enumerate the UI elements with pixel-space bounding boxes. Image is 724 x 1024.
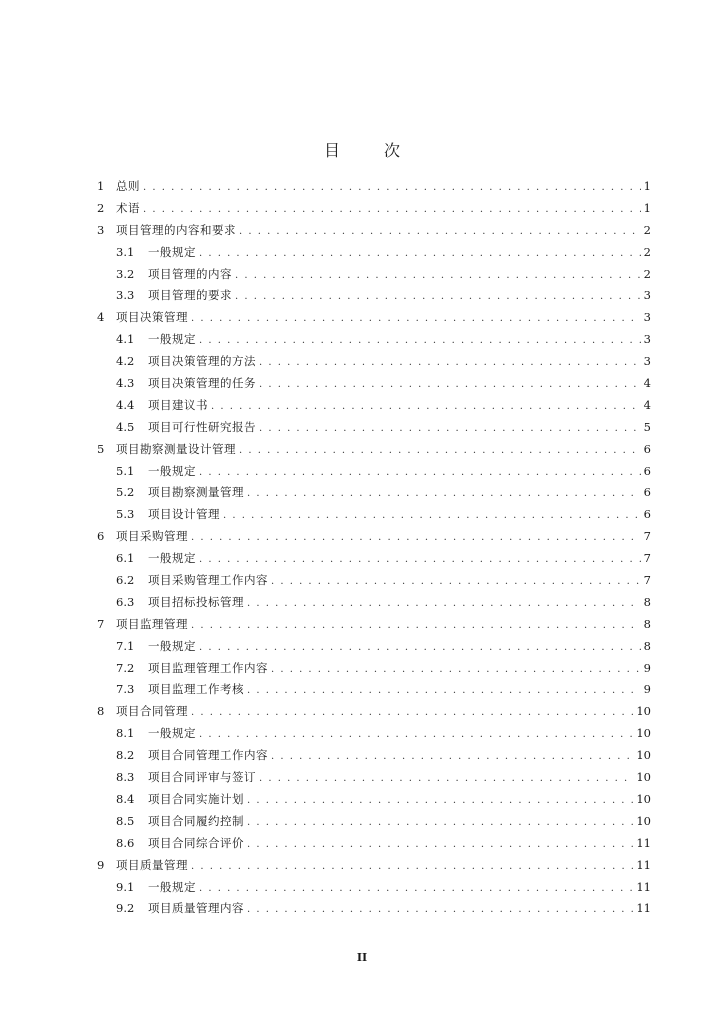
toc-entry-label: 项目勘察测量设计管理 (116, 441, 236, 456)
toc-entry-number: 8.3 (116, 770, 135, 785)
toc-entry-label: 项目合同管理工作内容 (148, 748, 268, 763)
toc-entry-number: 3.1 (116, 244, 135, 259)
toc-entry[interactable] (97, 395, 651, 417)
toc-entry[interactable] (97, 329, 651, 351)
toc-entry[interactable] (97, 679, 651, 701)
toc-dot-leader (247, 834, 633, 856)
toc-entry[interactable] (97, 723, 651, 745)
toc-entry-label: 一般规定 (148, 638, 196, 653)
toc-entry-page: 11 (636, 901, 651, 916)
toc-entry[interactable] (97, 811, 651, 833)
toc-entry[interactable] (97, 176, 651, 198)
toc-entry-number: 8.5 (116, 813, 135, 828)
toc-entry-label: 项目可行性研究报告 (148, 419, 256, 434)
toc-entry[interactable] (97, 636, 651, 658)
toc-entry-page: 1 (643, 200, 651, 215)
toc-entry-page: 8 (643, 594, 651, 609)
toc-dot-leader (191, 856, 633, 878)
toc-entry-label: 项目采购管理工作内容 (148, 573, 268, 588)
toc-entry-number: 8 (97, 704, 105, 719)
toc-dot-leader (259, 768, 633, 790)
toc-entry-page: 9 (643, 682, 651, 697)
toc-dot-leader (223, 505, 641, 527)
toc-entry-page: 11 (636, 835, 651, 850)
toc-entry-label: 项目合同综合评价 (148, 835, 244, 850)
toc-entry-page: 7 (643, 573, 651, 588)
toc-dot-leader (247, 593, 641, 615)
toc-dot-leader (259, 418, 641, 440)
toc-dot-leader (199, 878, 633, 900)
toc-entry-page: 3 (643, 310, 651, 325)
toc-dot-leader (211, 396, 641, 418)
toc-entry-page: 7 (643, 529, 651, 544)
toc-entry-label: 项目管理的内容和要求 (116, 222, 236, 237)
toc-entry-number: 4.5 (116, 419, 135, 434)
toc-entry[interactable] (97, 417, 651, 439)
toc-entry-number: 8.4 (116, 791, 135, 806)
toc-entry-number: 4.4 (116, 397, 135, 412)
toc-entry[interactable] (97, 373, 651, 395)
toc-entry-number: 3 (97, 222, 105, 237)
toc-entry-number: 7.2 (116, 660, 135, 675)
toc-entry-label: 项目建议书 (148, 397, 208, 412)
toc-entry[interactable] (97, 614, 651, 636)
toc-entry-page: 2 (643, 222, 651, 237)
toc-entry-page: 6 (643, 463, 651, 478)
toc-entry-number: 5.3 (116, 507, 135, 522)
toc-entry[interactable] (97, 898, 651, 920)
toc-entry-number: 7 (97, 616, 105, 631)
toc-entry[interactable] (97, 658, 651, 680)
toc-entry-number: 5.2 (116, 485, 135, 500)
toc-dot-leader (235, 265, 641, 287)
toc-entry-page: 10 (636, 726, 651, 741)
toc-entry-page: 4 (643, 376, 651, 391)
toc-entry[interactable] (97, 570, 651, 592)
toc-entry[interactable] (97, 264, 651, 286)
toc-entry-number: 6.3 (116, 594, 135, 609)
toc-entry-label: 项目勘察测量管理 (148, 485, 244, 500)
toc-entry-label: 项目监理工作考核 (148, 682, 244, 697)
toc-entry-page: 1 (643, 179, 651, 193)
toc-entry-label: 项目设计管理 (148, 507, 220, 522)
toc-entry-page: 10 (636, 770, 651, 785)
toc-entry-number: 8.2 (116, 748, 135, 763)
toc-entry-page: 7 (643, 551, 651, 566)
toc-entry[interactable] (97, 482, 651, 504)
toc-entry-number: 4.2 (116, 354, 135, 369)
toc-entry[interactable] (97, 855, 651, 877)
toc-dot-leader (259, 374, 641, 396)
toc-entry-label: 项目合同实施计划 (148, 791, 244, 806)
toc-entry-label: 术语 (116, 200, 140, 215)
toc-dot-leader (239, 440, 641, 462)
toc-entry-page: 10 (636, 791, 651, 806)
toc-entry-page: 3 (643, 288, 651, 303)
page-number: II (356, 951, 368, 964)
toc-entry-page: 6 (643, 441, 651, 456)
toc-entry-number: 4 (97, 310, 105, 325)
toc-dot-leader (271, 571, 641, 593)
toc-entry-label: 项目招标投标管理 (148, 594, 244, 609)
table-of-contents (97, 176, 651, 920)
toc-entry-label: 项目决策管理的方法 (148, 354, 256, 369)
toc-entry[interactable] (97, 351, 651, 373)
toc-entry[interactable] (97, 242, 651, 264)
toc-entry-label: 项目合同履约控制 (148, 813, 244, 828)
toc-entry-page: 4 (643, 397, 651, 412)
toc-dot-leader (199, 724, 633, 746)
toc-entry-label: 一般规定 (148, 879, 196, 894)
toc-entry[interactable] (97, 789, 651, 811)
toc-entry-page: 3 (643, 354, 651, 369)
toc-dot-leader (143, 177, 641, 199)
toc-entry-number: 5.1 (116, 463, 135, 478)
toc-entry-page: 5 (643, 419, 651, 434)
toc-entry[interactable] (97, 307, 651, 329)
toc-entry-page: 9 (643, 660, 651, 675)
toc-dot-leader (199, 462, 641, 484)
toc-entry-number: 6 (97, 529, 105, 544)
toc-entry-label: 项目合同评审与签订 (148, 770, 256, 785)
toc-entry[interactable] (97, 461, 651, 483)
toc-entry-label: 一般规定 (148, 551, 196, 566)
toc-entry-number: 6.1 (116, 551, 135, 566)
toc-dot-leader (199, 243, 641, 265)
toc-entry-number: 3.3 (116, 288, 135, 303)
toc-entry-number: 6.2 (116, 573, 135, 588)
toc-entry[interactable] (97, 877, 651, 899)
toc-entry-label: 一般规定 (148, 244, 196, 259)
toc-dot-leader (271, 659, 641, 681)
toc-entry[interactable] (97, 833, 651, 855)
toc-entry-page: 10 (636, 748, 651, 763)
toc-entry-number: 9.1 (116, 879, 135, 894)
toc-entry-label: 项目质量管理内容 (148, 901, 244, 916)
toc-entry[interactable] (97, 745, 651, 767)
toc-dot-leader (247, 483, 641, 505)
toc-entry-label: 项目管理的内容 (148, 266, 232, 281)
toc-entry-page: 6 (643, 485, 651, 500)
toc-entry-number: 8.1 (116, 726, 135, 741)
toc-entry-number: 8.6 (116, 835, 135, 850)
toc-entry-label: 项目采购管理 (116, 529, 188, 544)
toc-dot-leader (259, 352, 641, 374)
toc-dot-leader (191, 308, 641, 330)
toc-entry-page: 2 (643, 244, 651, 259)
toc-entry-label: 项目监理管理工作内容 (148, 660, 268, 675)
toc-entry-number: 5 (97, 441, 105, 456)
toc-entry-label: 项目监理管理 (116, 616, 188, 631)
toc-entry-label: 一般规定 (148, 726, 196, 741)
toc-entry-label: 总则 (116, 179, 140, 193)
toc-dot-leader (239, 221, 641, 243)
toc-entry-label: 项目管理的要求 (148, 288, 232, 303)
toc-entry-page: 11 (636, 857, 651, 872)
toc-entry[interactable] (97, 592, 651, 614)
toc-entry-label: 项目决策管理 (116, 310, 188, 325)
toc-entry-page: 8 (643, 616, 651, 631)
toc-entry-label: 项目质量管理 (116, 857, 188, 872)
toc-entry-number: 2 (97, 200, 105, 215)
toc-entry-number: 7.3 (116, 682, 135, 697)
page-title: 目 次 (323, 141, 414, 160)
toc-dot-leader (199, 637, 641, 659)
toc-entry-number: 9 (97, 857, 105, 872)
toc-entry[interactable] (97, 526, 651, 548)
toc-dot-leader (143, 199, 641, 221)
toc-dot-leader (191, 527, 641, 549)
toc-dot-leader (247, 812, 633, 834)
toc-entry[interactable] (97, 548, 651, 570)
toc-entry[interactable] (97, 220, 651, 242)
toc-entry-label: 项目合同管理 (116, 704, 188, 719)
toc-entry[interactable] (97, 198, 651, 220)
toc-dot-leader (191, 702, 633, 724)
toc-entry-label: 项目决策管理的任务 (148, 376, 256, 391)
toc-entry-number: 4.3 (116, 376, 135, 391)
toc-entry-page: 3 (643, 332, 651, 347)
toc-entry[interactable] (97, 504, 651, 526)
toc-entry-page: 6 (643, 507, 651, 522)
toc-entry-number: 9.2 (116, 901, 135, 916)
toc-dot-leader (247, 680, 641, 702)
toc-dot-leader (271, 746, 633, 768)
toc-entry[interactable] (97, 439, 651, 461)
toc-entry-number: 3.2 (116, 266, 135, 281)
toc-entry[interactable] (97, 285, 651, 307)
toc-dot-leader (235, 286, 641, 308)
toc-dot-leader (199, 549, 641, 571)
toc-entry-page: 11 (636, 879, 651, 894)
toc-dot-leader (191, 615, 641, 637)
toc-entry[interactable] (97, 767, 651, 789)
toc-dot-leader (247, 899, 633, 921)
toc-entry-page: 10 (636, 813, 651, 828)
toc-entry-label: 一般规定 (148, 463, 196, 478)
toc-entry-number: 7.1 (116, 638, 135, 653)
toc-entry-number: 1 (97, 179, 105, 193)
toc-entry-number: 4.1 (116, 332, 135, 347)
toc-entry-label: 一般规定 (148, 332, 196, 347)
toc-dot-leader (199, 330, 641, 352)
toc-entry-page: 10 (636, 704, 651, 719)
toc-entry-page: 2 (643, 266, 651, 281)
toc-entry[interactable] (97, 701, 651, 723)
toc-entry-page: 8 (643, 638, 651, 653)
toc-dot-leader (247, 790, 633, 812)
